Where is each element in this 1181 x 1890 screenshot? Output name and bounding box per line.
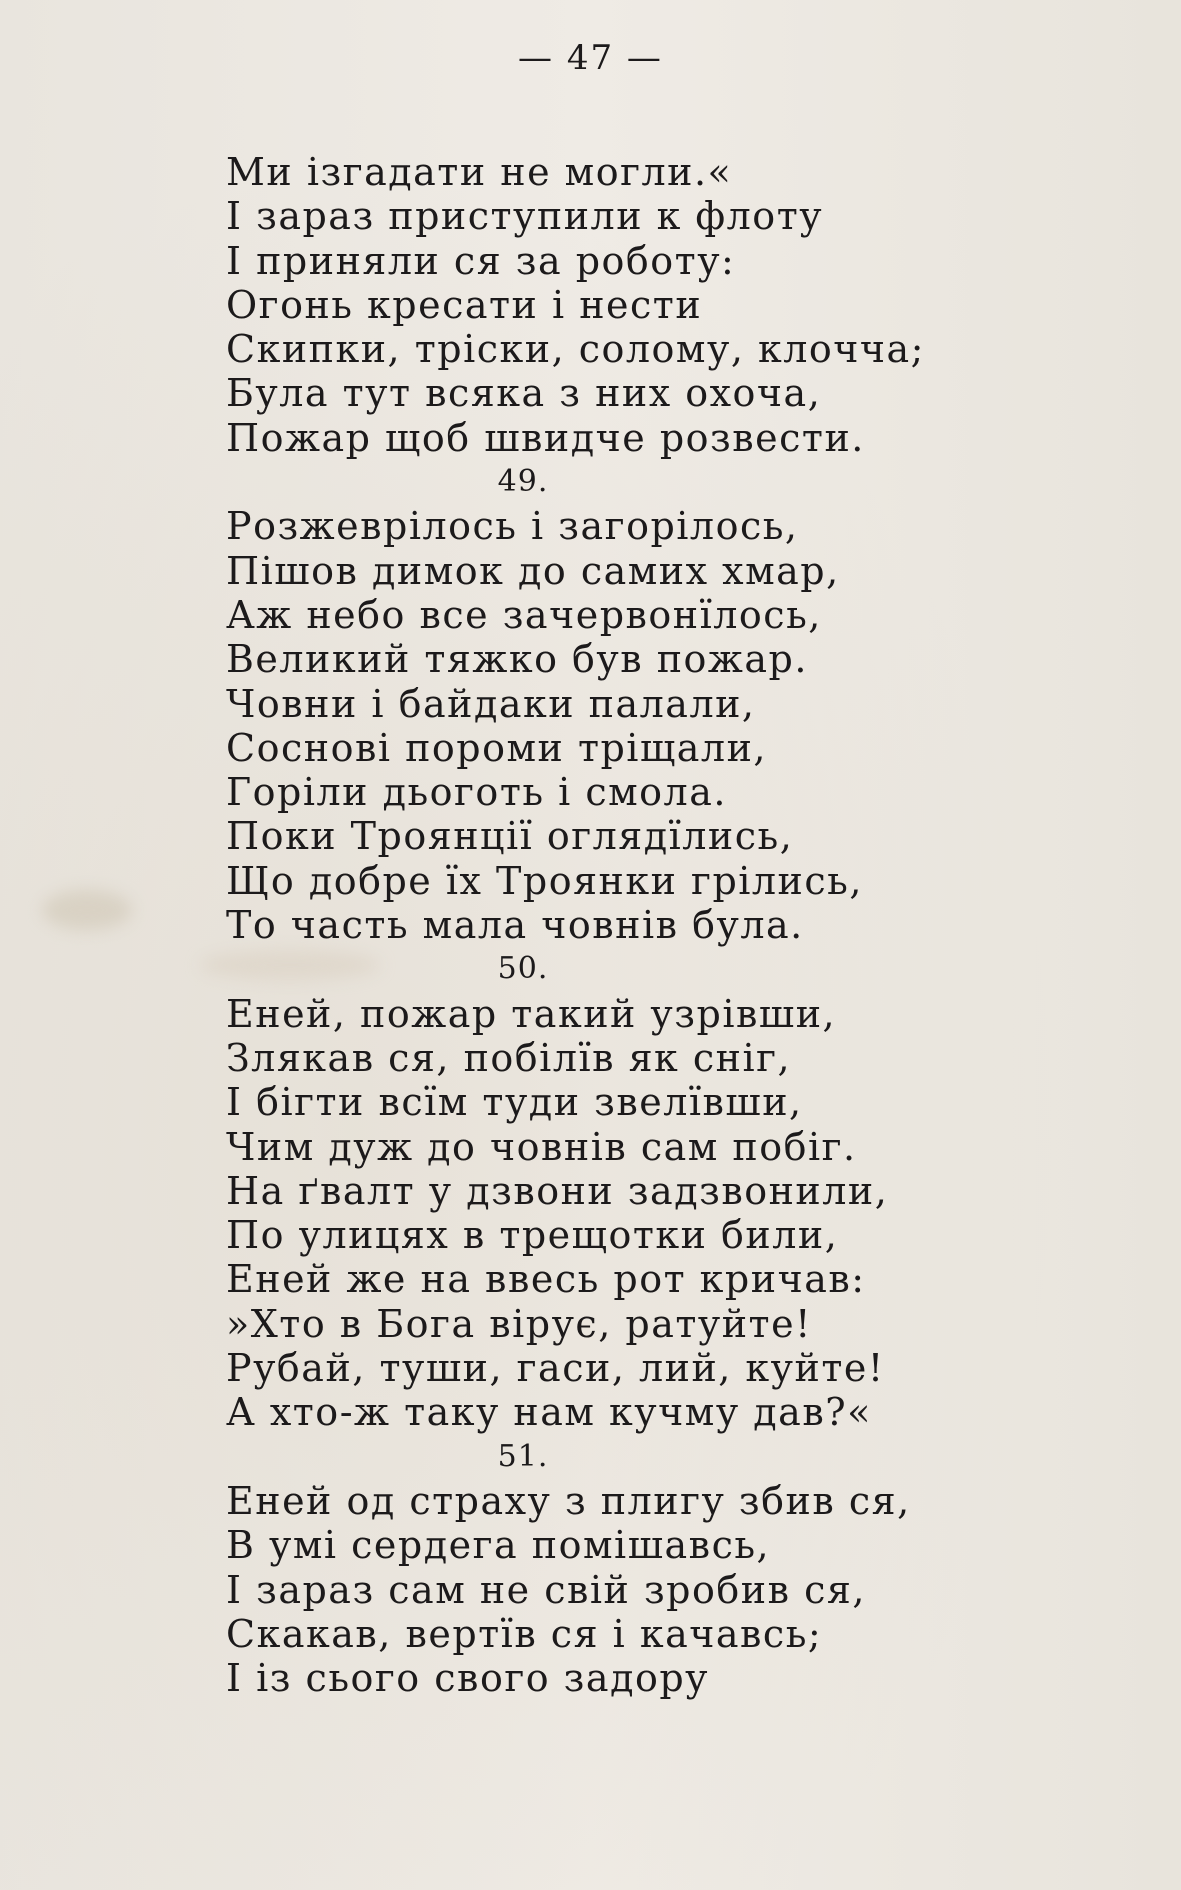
- poem-line: Рубай, туши, гаси, лий, куйте!: [226, 1346, 885, 1391]
- poem-line: Пожар щоб швидче розвести.: [226, 415, 865, 460]
- poem-line: То часть мала човнів була.: [226, 903, 804, 948]
- stanza-number: 51.: [497, 1438, 549, 1474]
- poem-line: Еней же на ввесь рот кричав:: [226, 1257, 866, 1302]
- poem-line: Пішов димок до самих хмар,: [226, 548, 840, 593]
- poem-line: Великий тяжко був пожар.: [226, 637, 808, 682]
- poem-line: Човни і байдаки палали,: [226, 681, 756, 726]
- poem-line: Соснові пороми тріщали,: [226, 725, 767, 770]
- poem-line: І бігти всїм туди звелївши,: [226, 1080, 803, 1125]
- poem-line: »Хто в Бога вірує, ратуйте!: [226, 1301, 812, 1346]
- poem-line: На ґвалт у дзвони задзвонили,: [226, 1168, 889, 1213]
- poem-line: Чим дуж до човнів сам побіг.: [226, 1124, 857, 1169]
- poem-line: Поки Троянції оглядїлись,: [226, 814, 794, 859]
- paper-stain: [42, 890, 132, 930]
- poem-line: Аж небо все зачервонїлось,: [226, 592, 822, 637]
- poem-line: Що добре їх Троянки грілись,: [226, 858, 863, 903]
- poem-line: І приняли ся за роботу:: [226, 238, 736, 283]
- poem-line: Скакав, вертїв ся і качавсь;: [226, 1611, 823, 1656]
- poem-text: [226, 150, 1046, 1700]
- poem-line: Еней, пожар такий узрівши,: [226, 991, 837, 1036]
- poem-line: Ми ізгадати не могли.«: [226, 150, 733, 194]
- poem-line: В умі сердега помішавсь,: [226, 1523, 771, 1568]
- stanza-number: 50.: [497, 951, 549, 987]
- stanza-number: 49.: [497, 464, 549, 500]
- poem-line: Злякав ся, побілїв як сніг,: [226, 1035, 792, 1080]
- poem-line: Була тут всяка з них охоча,: [226, 371, 822, 416]
- page-number: — 47 —: [518, 38, 663, 78]
- poem-line: І зараз сам не свій зробив ся,: [226, 1567, 866, 1612]
- poem-line: Еней од страху з плигу збив ся,: [226, 1478, 911, 1523]
- poem-line: А хто-ж таку нам кучму дав?«: [226, 1390, 872, 1435]
- poem-line: Розжеврілось і загорілось,: [226, 504, 799, 549]
- poem-line: Скипки, тріски, солому, клочча;: [226, 327, 925, 372]
- poem-line: По улицях в трещотки били,: [226, 1213, 839, 1258]
- poem-line: І із сього свого задору: [226, 1656, 710, 1701]
- poem-line: І зараз приступили к флоту: [226, 194, 824, 239]
- poem-line: Огонь кресати і нести: [226, 282, 703, 327]
- poem-line: Горіли дьоготь і смола.: [226, 770, 727, 815]
